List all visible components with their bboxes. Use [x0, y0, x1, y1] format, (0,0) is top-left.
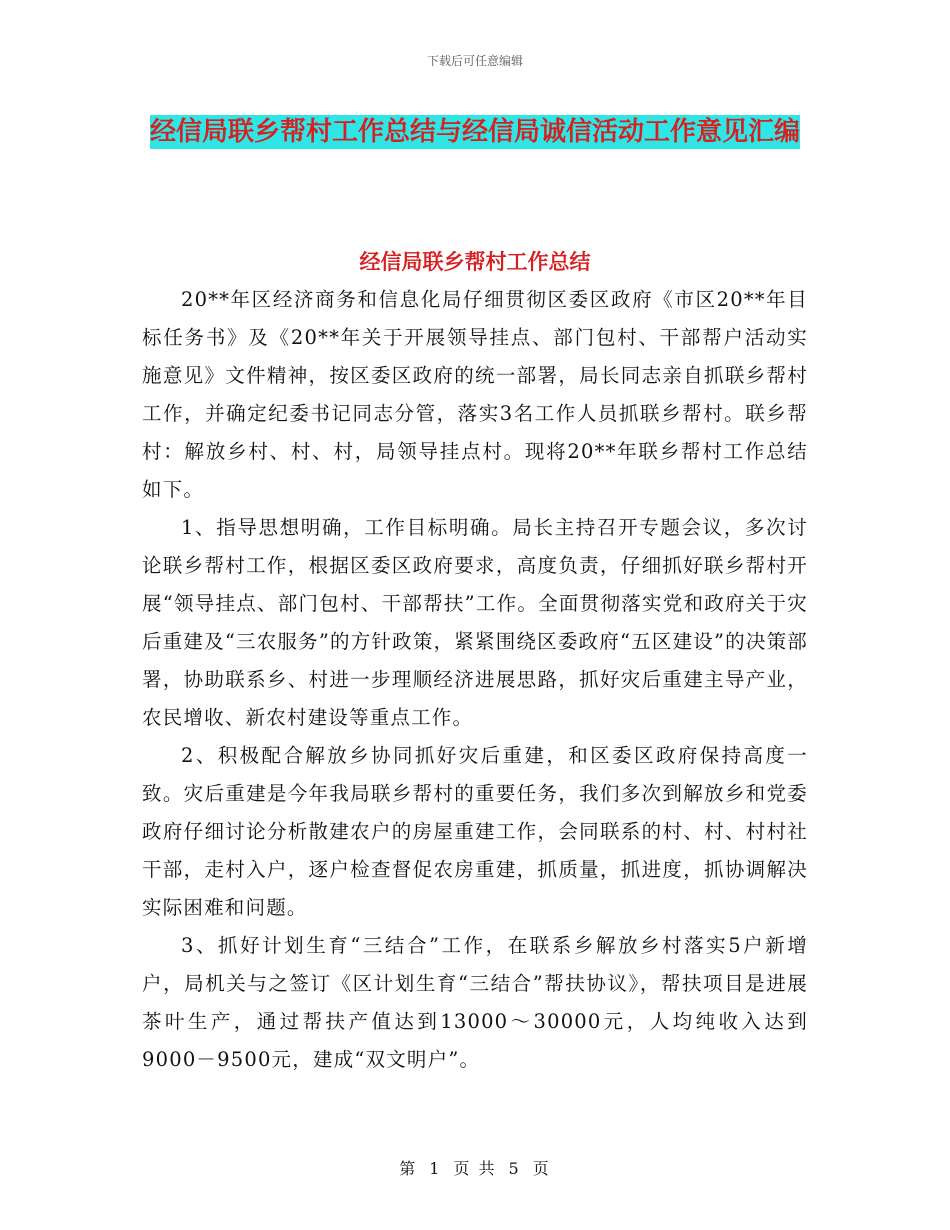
- document-title-text: 经信局联乡帮村工作总结与经信局诚信活动工作意见汇编: [150, 117, 801, 147]
- footer-current-page: 1: [429, 1159, 442, 1178]
- footer-label-of: 页 共: [453, 1159, 497, 1178]
- paragraph-1: 1、指导思想明确，工作目标明确。局长主持召开专题会议，多次讨论联乡帮村工作，根据区委区政府要求，高度负责，仔细抓好联乡帮村开展“领导挂点、部门包村、干部帮扶”工作。全面贯彻落实党和政府关于灾后重建及“三农服务”的方针政策，紧紧围绕区委政府“五区建设”的决策部署，协助联系乡、村进一步理顺经济进展思路，抓好灾后重建主导产业，农民增收、新农村建设等重点工作。: [142, 516, 808, 729]
- footer-label-end: 页: [532, 1159, 551, 1178]
- paragraph-2: 2、积极配合解放乡协同抓好灾后重建，和区委区政府保持高度一致。灾后重建是今年我局联乡帮村的重要任务，我们多次到解放乡和党委政府仔细讨论分析散建农户的房屋重建工作，会同联系的村、村、村村社干部，走村入户，逐户检查督促农房重建，抓质量，抓进度，抓协调解决实际困难和问题。: [142, 744, 808, 919]
- page-footer: [0, 1156, 950, 1179]
- paragraph-3: 3、抓好计划生育“三结合”工作，在联系乡解放乡村落实5户新增户，局机关与之签订《区计划生育“三结合”帮扶协议》，帮扶项目是进展茶叶生产，通过帮扶产值达到13000～30000元，人均纯收入达到9000－9500元，建成“双文明户”。: [142, 934, 808, 1071]
- paragraph-intro: 20**年区经济商务和信息化局仔细贯彻区委区政府《市区20**年目标任务书》及《20**年关于开展领导挂点、部门包村、干部帮户活动实施意见》文件精神，按区委区政府的统一部署，局长同志亲自抓联乡帮村工作，并确定纪委书记同志分管，落实3名工作人员抓联乡帮村。联乡帮村：解放乡村、村、村，局领导挂点村。现将20**年联乡帮村工作总结如下。: [142, 288, 808, 501]
- document-body: [142, 262, 808, 1079]
- footer-label-page: 第: [399, 1159, 418, 1178]
- header-note: 下载后可任意编辑: [426, 54, 523, 68]
- document-title: [150, 110, 800, 154]
- section-title: 经信局联乡帮村工作总结: [359, 250, 591, 274]
- footer-total-pages: 5: [508, 1159, 521, 1178]
